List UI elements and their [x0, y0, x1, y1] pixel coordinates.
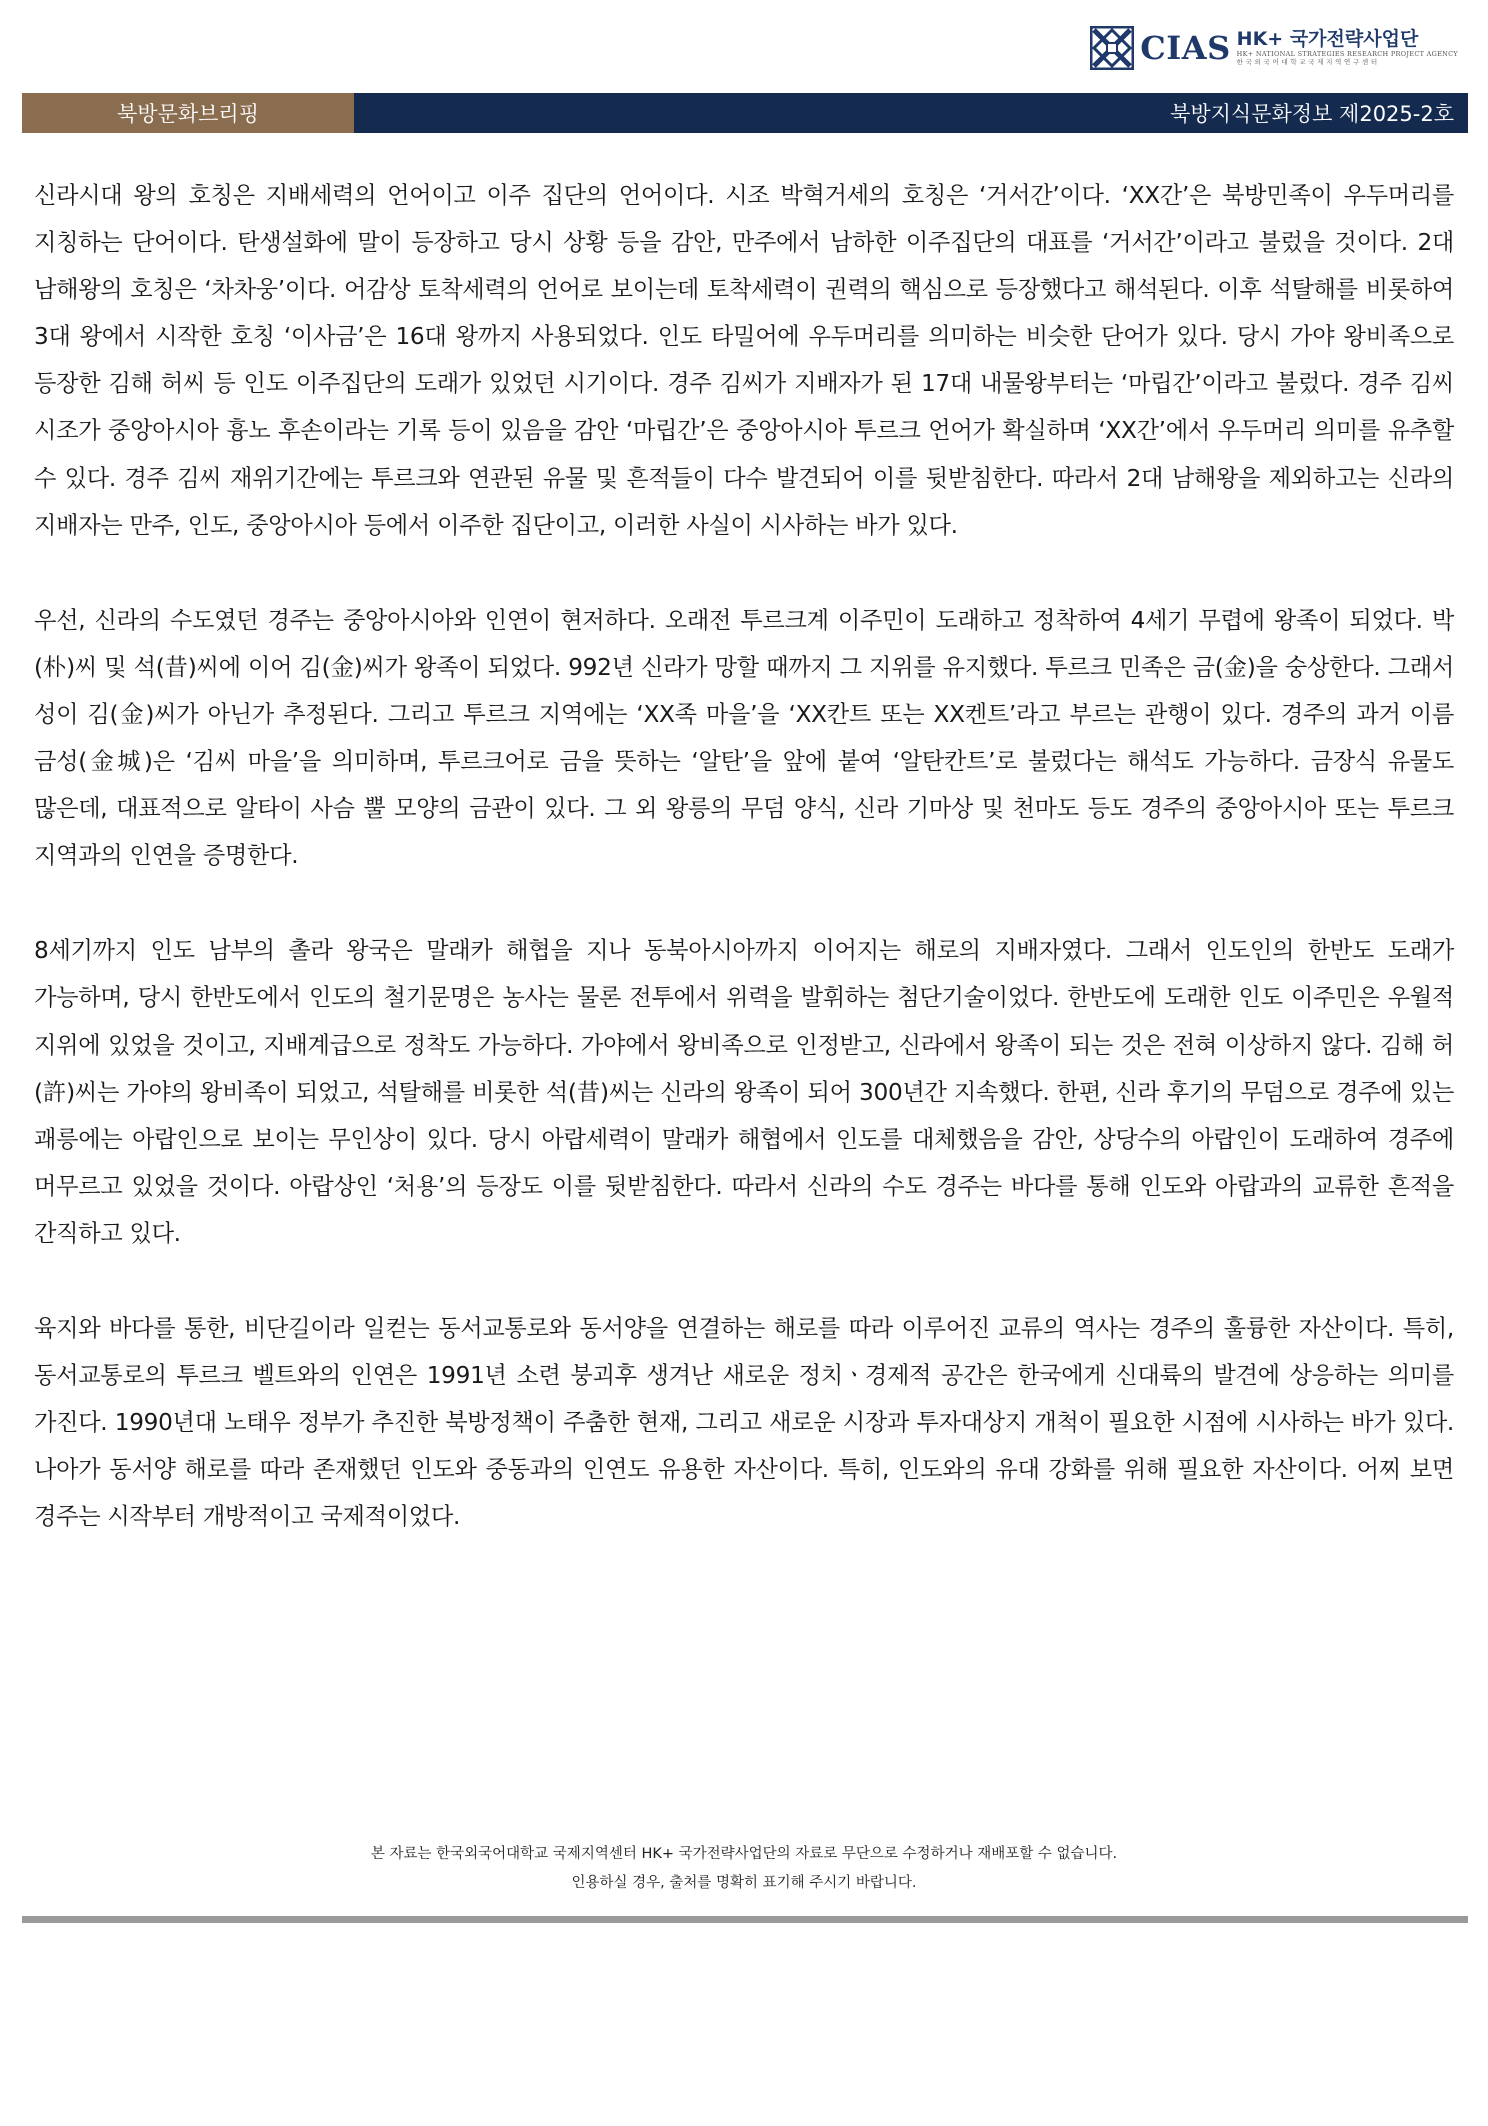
logo-english-name: HK+ NATIONAL STRATEGIES RESEARCH PROJECT AGENCY [1236, 49, 1458, 58]
paragraph-1: 신라시대 왕의 호칭은 지배세력의 언어이고 이주 집단의 언어이다. 시조 박혁거세의 호칭은 ‘거서간’이다. ‘XX간’은 북방민족이 우두머리를 지칭하는 단어이다. 탄생설화에 말이 등장하고 당시 상황 등을 감안, 만주에서 남하한 이주집단의 대표를 ‘거서간’이라고 불렀을 것이다. 2대 남해왕의 호칭은 ‘차차웅’이다. 어감상 토착세력의 언어로 보이는데 토착세력이 권력의 핵심으로 등장했다고 해석된다. 이후 석탈해를 비롯하여 3대 왕에서 시작한 호칭 ‘이사금’은 16대 왕까지 사용되었다. 인도 타밀어에 우두머리를 의미하는 비슷한 단어가 있다. 당시 가야 왕비족으로 등장한 김해 허씨 등 인도 이주집단의 도래가 있었던 시기이다. 경주 김씨가 지배자가 된 17대 내물왕부터는 ‘마립간’이라고 불렀다. 경주 김씨 시조가 중앙아시아 흉노 후손이라는 기록 등이 있음을 감안 ‘마립간’은 중앙아시아 투르크 언어가 확실하며 ‘XX간’에서 우두머리 의미를 유추할 수 있다. 경주 김씨 재위기간에는 투르크와 연관된 유물 및 흔적들이 다수 발견되어 이를 뒷받침한다. 따라서 2대 남해왕을 제외하고는 신라의 지배자는 만주, 인도, 중앙아시아 등에서 이주한 집단이고, 이러한 사실이 시사하는 바가 있다. [34, 182, 1454, 539]
footer-divider [22, 1916, 1468, 1923]
logo-cias-wordmark: CIAS [1140, 29, 1231, 67]
article-body [34, 172, 1454, 1588]
copyright-line-2: 인용하실 경우, 출처를 명확히 표기해 주시기 바랍니다. [571, 1875, 917, 1891]
paragraph-3: 8세기까지 인도 남부의 촐라 왕국은 말래카 해협을 지나 동북아시아까지 이어지는 해로의 지배자였다. 그래서 인도인의 한반도 도래가 가능하며, 당시 한반도에서 인도의 철기문명은 농사는 물론 전투에서 위력을 발휘하는 첨단기술이었다. 한반도에 도래한 인도 이주민은 우월적 지위에 있었을 것이고, 지배계급으로 정착도 가능하다. 가야에서 왕비족으로 인정받고, 신라에서 왕족이 되는 것은 전혀 이상하지 않다. 김해 허(許)씨는 가야의 왕비족이 되었고, 석탈해를 비롯한 석(昔)씨는 신라의 왕족이 되어 300년간 지속했다. 한편, 신라 후기의 무덤으로 경주에 있는 괘릉에는 아랍인으로 보이는 무인상이 있다. 당시 아랍세력이 말래카 해협에서 인도를 대체했음을 감안, 상당수의 아랍인이 도래하여 경주에 머무르고 있었을 것이다. 아랍상인 ‘처용’의 등장도 이를 뒷받침한다. 따라서 신라의 수도 경주는 바다를 통해 인도와 아랍과의 교류한 흔적을 간직하고 있다. [34, 937, 1454, 1247]
logo-agency-name: HK+ 국가전략사업단 [1236, 27, 1419, 50]
logo-text-block [1237, 29, 1458, 67]
cias-lattice-icon [1090, 26, 1134, 70]
issue-label: 북방지식문화정보 제2025-2호 [354, 93, 1468, 133]
logo-university-name: 한 국 외 국 어 대 학 교 국 제 지 역 연 구 센 터 [1236, 58, 1378, 67]
copyright-line-1: 본 자료는 한국외국어대학교 국제지역센터 HK+ 국가전략사업단의 자료로 무단으로 수정하거나 재배포할 수 없습니다. [370, 1846, 1118, 1862]
series-label: 북방문화브리핑 [22, 93, 354, 133]
paragraph-4: 육지와 바다를 통한, 비단길이라 일컫는 동서교통로와 동서양을 연결하는 해로를 따라 이루어진 교류의 역사는 경주의 훌륭한 자산이다. 특히, 동서교통로의 투르크 벨트와의 인연은 1991년 소련 붕괴후 생겨난 새로운 정치ㆍ경제적 공간은 한국에게 신대륙의 발견에 상응하는 의미를 가진다. 1990년대 노태우 정부가 추진한 북방정책이 주춤한 현재, 그리고 새로운 시장과 투자대상지 개척이 필요한 시점에 시사하는 바가 있다. 나아가 동서양 해로를 따라 존재했던 인도와 중동과의 인연도 유용한 자산이다. 특히, 인도와의 유대 강화를 위해 필요한 자산이다. 어찌 보면 경주는 시작부터 개방적이고 국제적이었다. [34, 1314, 1454, 1531]
copyright-notice [0, 1840, 1488, 1898]
header-logo [1090, 22, 1458, 74]
paragraph-2: 우선, 신라의 수도였던 경주는 중앙아시아와 인연이 현저하다. 오래전 투르크계 이주민이 도래하고 정착하여 4세기 무렵에 왕족이 되었다. 박(朴)씨 및 석(昔)씨에 이어 김(金)씨가 왕족이 되었다. 992년 신라가 망할 때까지 그 지위를 유지했다. 투르크 민족은 금(金)을 숭상한다. 그래서 성이 김(金)씨가 아닌가 추정된다. 그리고 투르크 지역에는 ‘XX족 마을’을 ‘XX칸트 또는 XX켄트’라고 부르는 관행이 있다. 경주의 과거 이름 금성(金城)은 ‘김씨 마을’을 의미하며, 투르크어로 금을 뜻하는 ‘알탄’을 앞에 붙여 ‘알탄칸트’로 불렀다는 해석도 가능하다. 금장식 유물도 많은데, 대표적으로 알타이 사슴 뿔 모양의 금관이 있다. 그 외 왕릉의 무덤 양식, 신라 기마상 및 천마도 등도 경주의 중앙아시아 또는 투르크 지역과의 인연을 증명한다. [34, 606, 1454, 870]
header-banner [22, 93, 1468, 133]
